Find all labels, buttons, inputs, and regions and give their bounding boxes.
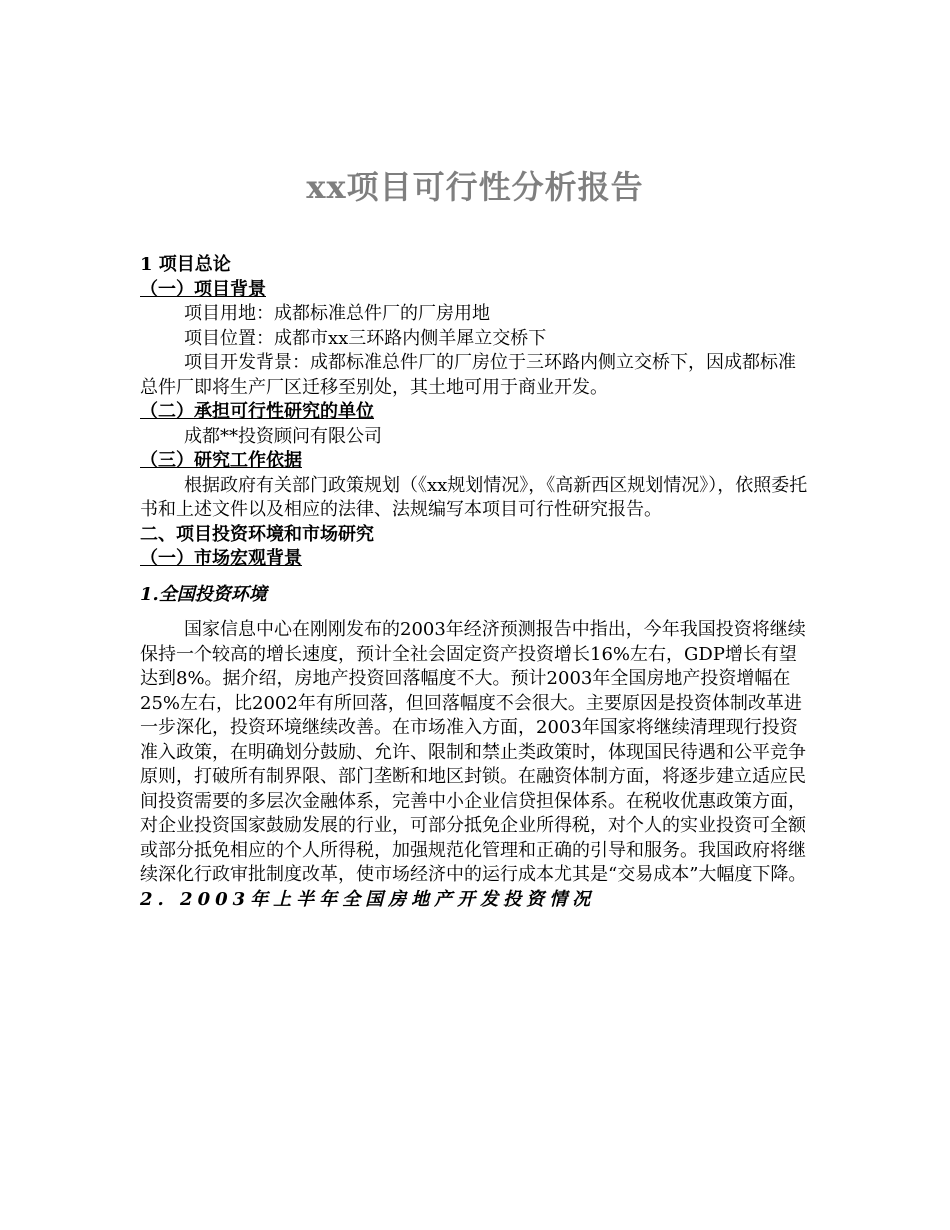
subsection-heading-background: （一）项目背景 bbox=[140, 278, 266, 300]
subheading-national-investment: 1.全国投资环境 bbox=[140, 583, 267, 605]
paragraph-national-investment: 国家信息中心在刚刚发布的2003年经济预测报告中指出，今年我国投资将继续保持一个较高的增长速度，预计全社会固定资产投资增长16%左右，GDP增长有望达到8%。据介绍，房地产投资回落幅度不大。预计2003年全国房地产投资增幅在25%左右，比2002年有所回落，但回落幅度不会很大。主要原因是投资体制改革进一步深化，投资环境继续改善。在市场准入方面，2003年国家将继续清理现行投资准入政策，在明确划分鼓励、允许、限制和禁止类政策时，体现国民待遇和公平竞争原则，打破所有制界限、部门垄断和地区封锁。在融资体制方面，将逐步建立适应民间投资需要的多层次金融体系，完善中小企业信贷担保体系。在税收优惠政策方面，对企业投资国家鼓励发展的行业，可部分抵免企业所得税，对个人的实业投资可全额或部分抵免相应的个人所得税，加强规范化管理和正确的引导和服务。我国政府将继续深化行政审批制度改革，使市场经济中的运行成本尤其是“交易成本”大幅度下降。 bbox=[140, 619, 807, 885]
section-heading-1: 1 项目总论 bbox=[140, 254, 231, 275]
paragraph-research-unit: 成都**投资顾问有限公司 bbox=[184, 425, 382, 447]
paragraph-project-land: 项目用地：成都标准总件厂的厂房用地 bbox=[184, 303, 490, 324]
paragraph-development-background: 项目开发背景：成都标准总件厂的厂房位于三环路内侧立交桥下，因成都标准总件厂即将生产厂区迁移至别处，其土地可用于商业开发。 bbox=[140, 352, 796, 398]
document-title: xx项目可行性分析报告 bbox=[306, 168, 644, 206]
document-body bbox=[140, 253, 810, 912]
section-heading-2: 二、项目投资环境和市场研究 bbox=[140, 523, 374, 545]
paragraph-project-location: 项目位置：成都市xx三环路内侧羊犀立交桥下 bbox=[184, 327, 547, 349]
subheading-real-estate-investment: 2. 2003年上半年全国房地产开发投资情况 bbox=[140, 888, 596, 910]
subsection-heading-research-unit: （二）承担可行性研究的单位 bbox=[140, 401, 374, 422]
paragraph-research-basis: 根据政府有关部门政策规划（《xx规划情况》，《高新西区规划情况》），依照委托书和上述文件以及相应的法律、法规编写本项目可行性研究报告。 bbox=[140, 474, 808, 520]
subsection-heading-research-basis: （三）研究工作依据 bbox=[140, 450, 302, 471]
subsection-heading-macro-background: （一）市场宏观背景 bbox=[140, 548, 302, 569]
